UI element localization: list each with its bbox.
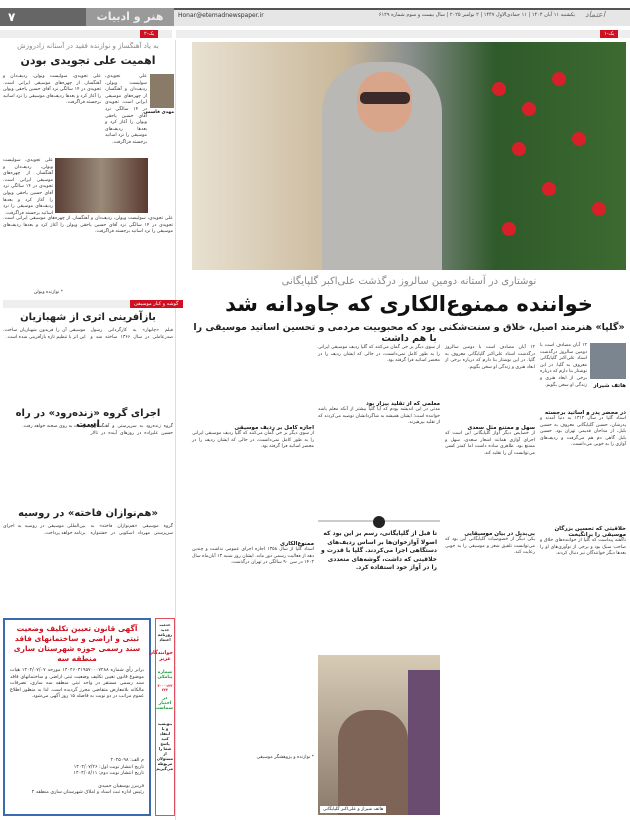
- news-text: گروه موسیقی «هم‌نوازان فاخته» به سرپرستی مهرداد اسکویی در جشنواره بین‌المللی موسیقی در روسیه به اجرای برنامه خواهد پرداخت.: [3, 524, 173, 536]
- section-heading: سهل و ممتنع مثل سعدی: [467, 425, 535, 431]
- legal-notice-ad: [3, 618, 151, 816]
- left-text: علی تجویدی، سولیست ویولن، ردیف‌دان و آهنگساز، از چهره‌های موسیقی ایرانی است. تجویدی در ۱۴ سالگی نزد آقای حسین یاحقی ویولن را آغاز کرد و بعدها ردیف‌های موسیقی را نزد اساتید برجسته فراگرفت.: [3, 158, 54, 216]
- elder-figure: [338, 710, 408, 815]
- sunglasses: [360, 92, 410, 104]
- notice-date-2: تاریخ انتشار نوبت دوم: ۱۴۰۴/۰۸/۱۱: [73, 771, 144, 777]
- notice-signer-title: رئیس اداره ثبت اسناد و املاک شهرستان ساری منطقه ۲: [31, 790, 144, 796]
- column-divider: [175, 40, 176, 820]
- left-text: علی تجویدی، سولیست ویولن، ردیف‌دان و آهنگساز، از چهره‌های موسیقی ایرانی است. تجویدی در ۱۴ سالگی نزد آقای حسین یاحقی ویولن را آغاز کرد و بعدها ردیف‌های موسیقی را نزد اساتید برجسته فراگرفت.: [105, 74, 147, 145]
- section-text: از سوی دیگر بر خی گمان می‌کنند که گلپا ردیف موسیقی ایرانی را به طور کامل نمی‌دانست، در حالی که ایشان ردیف را در محضر اساتید فرا گرفته بود.: [318, 345, 440, 364]
- section-heading: خلاقیتی که تحسین بزرگان موسیقی را برانگیخت: [554, 526, 626, 538]
- left-text: علی تجویدی، سولیست ویولن، ردیف‌دان و آهنگساز، از چهره‌های موسیقی ایرانی است. تجویدی در ۱۴ سالگی نزد آقای حسین یاحقی ویولن را آغاز کرد و بعدها ردیف‌های موسیقی را نزد اساتید برجسته فراگرفت.: [3, 216, 173, 235]
- news-title: بازآفرینی اثری از شهبازیان: [20, 312, 156, 323]
- section-text: یکی دیگر از خصوصیات گلپایگانی این بود که می‌توانست تلفیق شعر و موسیقی را به خوبی رعایت کند.: [445, 537, 535, 556]
- notice-date-1: تاریخ انتشار نوبت اول: ۱۴۰۴/۰۷/۲۶: [73, 764, 144, 770]
- section-text: ۱۲ آبان مصادف است با دومین سالروز درگذشت استاد علی‌اکبر گلپایگانی معروف به گلپا. در این نوشتار بنا دارم که درباره برخی از ابعاد هنری و زندگی او سخن بگویم.: [445, 345, 535, 370]
- promo-number: ۳۰۰۰۱۲۲۲۲۲: [157, 684, 173, 692]
- news-text: گروه زنده‌رود به سرپرستی و آهنگسازی حسین علیزاده در روزهای آینده در تالار وحدت به روی صحنه خواهد رفت.: [22, 424, 173, 436]
- section-text: از خصایص دیگر آواز گلپایگانی این است که اجرای آوازی همانند اشعار سعدی، سهل و ممتنع بود. ظاهری ساده داشت اما کمتر کسی می‌توانست آن را تقلید کند.: [445, 431, 535, 456]
- section-text: از سوی دیگر بر خی گمان می‌کنند که گلپا ردیف موسیقی ایرانی را به طور کامل نمی‌دانست، در حالی که ایشان ردیف را در محضر اساتید فرا گرفته بود.: [192, 431, 314, 450]
- notice-signer: فریبرز یوسفیان حمیدی: [98, 783, 144, 789]
- author-photo: [590, 343, 626, 379]
- left-text: علی تجویدی، سولیست ویولن، ردیف‌دان و آهنگساز، از چهره‌های موسیقی ایرانی است. تجویدی در ۱۴ سالگی نزد آقای حسین یاحقی ویولن را آغاز کرد و بعدها ردیف‌های موسیقی را نزد اساتید برجسته فراگرفت.: [3, 74, 101, 106]
- article-col-3: [318, 345, 440, 497]
- notice-text: برابر رأی شماره ۱۴۰۴۶۰۳۱۹۵۷۰۰۰۷۲۸۸ مورخه ۱۴۰۴/۰۷/۰۷ هیات موضوع قانون تعیین تکلیف وضعیت ثبتی اراضی و ساختمانهای فاقد سند رسمی مستقر در واحد ثبتی منطقه سه ساری، تصرفات مالکانه بلامعارض متقاضی محرز گردیده است. لذا به منظور اطلاع عموم مراتب در دو نوبت به فاصله ۱۵ روز آگهی می‌شود.: [10, 668, 145, 700]
- author-footer: * نوازنده و پژوهشگر موسیقی: [256, 755, 314, 760]
- section-heading: معلمی که از تقلید بیزار بود: [366, 401, 440, 407]
- left-author-name: مهدی قاسمی: [143, 110, 174, 115]
- section-text: مدتی در این اندیشه بودم که آیا گلپا بیشتر از آنکه معلم باشد خواننده است؛ ایشان همیشه به شاگردانشان توصیه می‌کردند که از تقلید بپرهیزند.: [318, 407, 440, 426]
- bottom-photo: [318, 655, 440, 815]
- tag-row-right: [176, 30, 630, 38]
- page-number: ۷: [0, 8, 86, 26]
- section-heading: اجازه کامل بر ردیف موسیقی: [234, 425, 314, 431]
- news-title: اجرای گروه «زنده‌رود» در راه است: [15, 408, 161, 430]
- section-text: استاد گلپا در سال ۱۳۱۲ به دنیا آمدند و پدرشان، حسین گلپایگانی معروف به حسین بلبل، از مداحان قدیمی تهران بود. حسین بلبل گاهی دم هم می‌گرفت و ردیف‌های آوازی را به خوبی می‌دانست.: [540, 416, 626, 448]
- section-tag: گوشه و کنار موسیقی: [130, 300, 183, 308]
- main-headline: خواننده ممنوع‌الکاری که جاودانه شد: [225, 292, 593, 316]
- news-title: «هم‌نوازان فاخته» در روسیه: [18, 508, 158, 519]
- author-name: هاتف شیراز: [593, 383, 626, 389]
- section-heading: ممنوع‌الکاری: [280, 541, 314, 547]
- email-link[interactable]: Honar@etemadnewspaper.ir: [178, 12, 264, 19]
- notice-title: آگهی قانون تعیین تکلیف وضعیت ثبتی و اراضی و ساختمانهای فاقد سند رسمی حوزه شهرستان ساری منطقه سه: [13, 624, 141, 663]
- promo-top: خدمت جدید روزنامه اعتماد: [157, 622, 173, 642]
- left-author-photo: [150, 74, 174, 108]
- dateline: یکشنبه ۱۱ آبان ۱۴۰۴ | ۱۱ جمادی‌الاول ۱۴۴۷ | ۲ نوامبر ۲۰۲۵ | سال بیست و سوم شماره ۶۱۲۹: [378, 12, 575, 18]
- sms-promo-ad: [148, 618, 175, 816]
- tag-left: یک-۲: [140, 30, 158, 38]
- section-text: ناگفته پیداست که گلپا از خواننده‌های خلاق و صاحب سبک بود و برخی از نوآوری‌های او را بعدها دیگر خوانندگان نیز دنبال کردند.: [540, 538, 626, 557]
- younger-figure: [408, 670, 440, 815]
- section-heading: در محضر پدر و اساتید برجسته: [544, 410, 626, 416]
- left-title: اهمیت علی تجویدی بودن: [20, 54, 156, 67]
- section-title: هنر و ادبیات: [86, 8, 174, 26]
- notice-code: م الف: ۲۰۲۵۰۹۸: [110, 758, 144, 763]
- quote-icon: [373, 516, 385, 528]
- left-kicker: به یاد آهنگساز و نوازنده فقید در آستانه زادروزش: [17, 42, 159, 50]
- promo-avail: در اختیار شماست: [154, 696, 173, 711]
- geranium-flowers: [492, 82, 506, 96]
- photo-caption: هاتف شیراز و علی‌اکبر گلپایگانی: [320, 806, 386, 813]
- article-col-1: [540, 410, 626, 708]
- main-photo: [192, 42, 626, 270]
- tajvidi-photo: [55, 158, 148, 213]
- tag-right: یک-۱: [600, 30, 618, 38]
- pull-quote-text: تا قبل از گلپایگانی، رسم بر این بود که اصولا آوازخوان‌ها بر اساس ردیف‌های دستگاهی اجرا می‌کردند. گلپا با قدرت و خلاقیتی که داشت، گوشه‌های متعددی را در آواز خود استفاده کرد.: [321, 530, 437, 571]
- logo: اعتماد: [585, 10, 606, 19]
- section-text: استاد گلپا از سال ۱۳۵۸ اجازه اجرای عمومی نداشت و چندین دهه از فعالیت رسمی دور ماند. ایشان روز شنبه ۱۳ آبان‌ماه سال ۱۴۰۲ در سن ۹۰ سالگی در تهران درگذشت.: [192, 547, 315, 566]
- main-kicker: نوشتاری در آستانه دومین سالروز درگذشت علی‌اکبر گلپایگانی: [281, 276, 537, 287]
- news-text: فیلم «چابهار» به کارگردانی رسول صدرعاملی در سال ۱۳۶۶ ساخته شد و موسیقی آن را فریدون شهبازیان ساخت. این اثر با تنظیم تازه بازآفرینی شده است.: [3, 328, 174, 340]
- article-col-2: [445, 345, 535, 737]
- intro-text: ۱۲ آبان مصادف است با دومین سالروز درگذشت استاد علی‌اکبر گلپایگانی معروف به گلپا. در این نوشتار بنا دارم که درباره برخی از ابعاد هنری و زندگی او سخن بگویم.: [539, 343, 587, 388]
- main-subheadline: «گلپا» هنرمند اصیل، خلاق و سنت‌شکنی بود که محبوبیت مردمی و تحسین اساتید موسیقی را با هم داشت: [193, 322, 625, 344]
- section-heading: بی‌بدیل در بیان موسیقایی: [464, 531, 535, 537]
- promo-bottom: بنویسید و با انتقاد کنید پاسخ شما را از مسئولان مربوطه می‌گیریم: [156, 721, 173, 771]
- left-footer: * نوازنده ویولن: [33, 290, 63, 295]
- promo-readers: خوانندگان عزیز: [148, 650, 173, 662]
- promo-sms: شماره پیامکی: [157, 670, 173, 680]
- article-col-4: [192, 345, 314, 762]
- pull-quote: [318, 520, 440, 625]
